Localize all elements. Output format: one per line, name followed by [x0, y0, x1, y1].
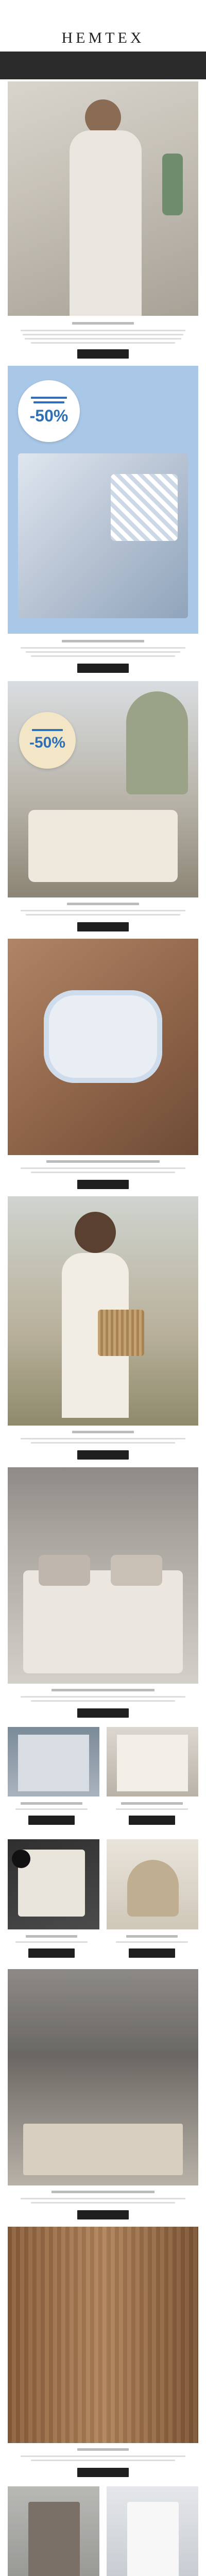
- promo3-image[interactable]: [8, 681, 198, 897]
- product-window: [117, 1735, 188, 1791]
- product-image[interactable]: [107, 1727, 198, 1797]
- promo7-cta-button[interactable]: [77, 2210, 129, 2219]
- promo4-text-line: [21, 1167, 185, 1169]
- product-text-line: [116, 1808, 188, 1810]
- brand-logo[interactable]: HEMTEX: [61, 29, 145, 46]
- promo5-text-line: [21, 1438, 185, 1439]
- hero-cta-button[interactable]: [77, 349, 129, 359]
- product-image[interactable]: [8, 1839, 99, 1929]
- promo5-image[interactable]: [8, 1196, 198, 1426]
- product-image[interactable]: [8, 1727, 99, 1797]
- promo8-text-line: [21, 2455, 185, 2457]
- product-cta-button[interactable]: [28, 1816, 75, 1825]
- promo3-cta-button[interactable]: [77, 922, 129, 931]
- promo7-text-line: [31, 2202, 175, 2204]
- promo6-bed: [23, 1570, 183, 1673]
- promo6-pillow: [111, 1555, 162, 1586]
- promo3-olive-tree: [126, 691, 188, 794]
- promo8-cta-button[interactable]: [77, 2468, 129, 2477]
- promo7-counter: [23, 2124, 183, 2175]
- product-item: [127, 2502, 179, 2576]
- promo-banner[interactable]: [0, 52, 206, 79]
- hero-text-line: [23, 334, 183, 335]
- product-title: [121, 1802, 183, 1805]
- promo2-discount-badge: [18, 380, 80, 442]
- hero-image[interactable]: [8, 81, 198, 316]
- product-item: [28, 2502, 80, 2576]
- promo4-product: [44, 990, 162, 1083]
- promo6-pillow: [39, 1555, 90, 1586]
- product-title: [26, 1935, 77, 1938]
- promo6-text-line: [31, 1700, 175, 1702]
- product-image[interactable]: [8, 2486, 99, 2576]
- promo5-cta-button[interactable]: [77, 1450, 129, 1460]
- promo6-cta-button[interactable]: [77, 1708, 129, 1718]
- hero-plant: [162, 154, 183, 215]
- promo5-heading: [72, 1431, 134, 1433]
- promo3-text-line: [21, 910, 185, 911]
- promo3-heading: [67, 903, 139, 905]
- promo2-heading: [62, 640, 144, 642]
- product-text-line: [15, 1808, 88, 1810]
- promo3-badge-percent: -50%: [29, 734, 66, 751]
- promo4-text-line: [31, 1172, 175, 1173]
- product-cta-button[interactable]: [28, 1948, 75, 1958]
- promo8-text-line: [31, 2460, 175, 2461]
- promo5-person-head: [75, 1212, 116, 1253]
- hero-text-line: [21, 330, 185, 331]
- hero-heading: [72, 322, 134, 325]
- promo8-curtain-pattern: [8, 2227, 198, 2443]
- promo8-image[interactable]: [8, 2227, 198, 2443]
- promo7-text-line: [21, 2198, 185, 2199]
- product-text-line: [116, 1941, 188, 1943]
- promo6-image[interactable]: [8, 1467, 198, 1684]
- product-cta-button[interactable]: [129, 1816, 175, 1825]
- hero-person-body: [70, 130, 142, 316]
- top-nav: [0, 0, 206, 25]
- product-badge-icon: [12, 1850, 30, 1868]
- promo4-cta-button[interactable]: [77, 1180, 129, 1189]
- product-item: [127, 1860, 179, 1917]
- promo6-text-line: [21, 1696, 185, 1698]
- promo2-text-line: [26, 651, 180, 653]
- product-image[interactable]: [107, 2486, 198, 2576]
- promo2-image[interactable]: [8, 366, 198, 634]
- product-image[interactable]: [107, 1839, 198, 1929]
- product-title: [21, 1802, 82, 1805]
- hero-text-line: [31, 342, 175, 344]
- promo6-heading: [52, 1689, 154, 1691]
- promo3-outdoor-sofa: [28, 810, 178, 882]
- promo2-text-line: [31, 655, 175, 657]
- hero-text-line: [25, 338, 181, 340]
- promo2-pillow-pattern: [111, 474, 178, 541]
- product-text-line: [15, 1941, 88, 1943]
- promo5-basket: [98, 1310, 144, 1356]
- product-cta-button[interactable]: [129, 1948, 175, 1958]
- promo5-text-line: [31, 1442, 175, 1444]
- promo4-image[interactable]: [8, 939, 198, 1155]
- promo4-heading: [46, 1160, 160, 1163]
- product-window: [18, 1735, 89, 1791]
- product-title: [126, 1935, 178, 1938]
- promo7-heading: [52, 2191, 154, 2193]
- promo2-text-line: [21, 647, 185, 649]
- promo2-badge-percent: -50%: [29, 406, 68, 425]
- promo8-heading: [77, 2448, 129, 2451]
- promo2-cta-button[interactable]: [77, 664, 129, 673]
- promo7-image[interactable]: [8, 1969, 198, 2185]
- promo3-text-line: [26, 914, 180, 916]
- promo3-discount-badge: [19, 712, 76, 769]
